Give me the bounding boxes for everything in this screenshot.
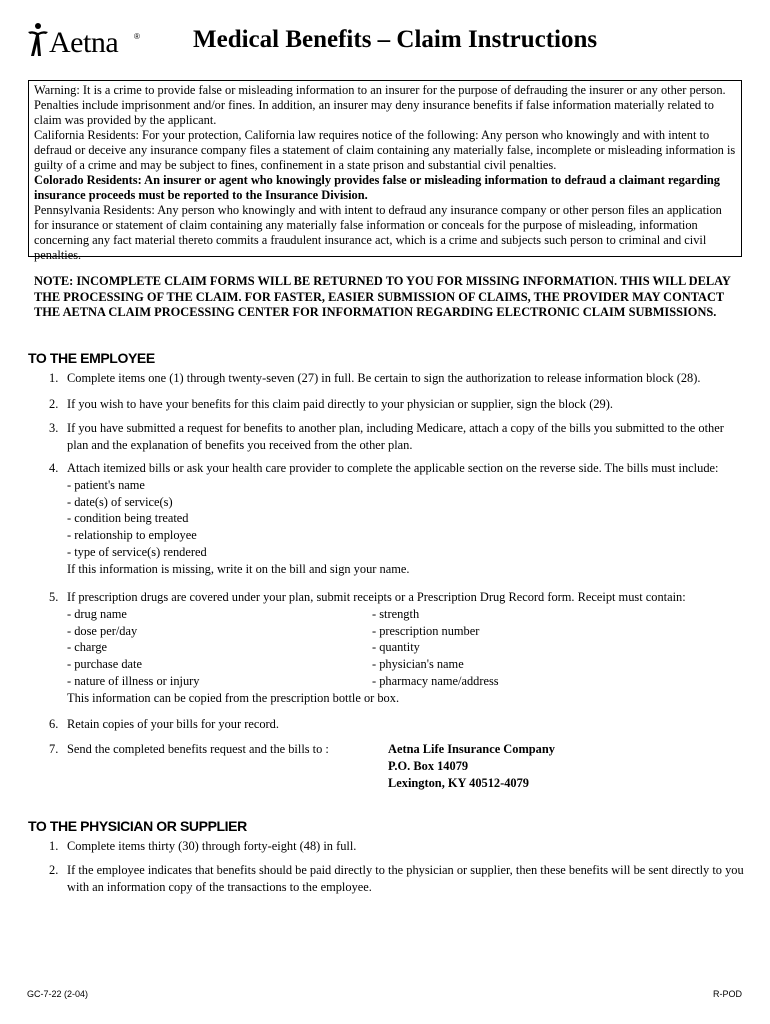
warning-colorado: Colorado Residents: An insurer or agent who knowingly provides false or misleading information to defraud a claimant regarding insurance proceeds must be reported to the Insurance Division.: [34, 173, 720, 202]
list-item: - pharmacy name/address: [372, 673, 499, 688]
receipt-row: [67, 673, 745, 690]
warning-general: Warning: It is a crime to provide false or misleading information to an insurer for the purpose of defrauding the insurer or any other person. Penalties include imprisonment and/or fines. In addition, an insurer may deny insurance benefits if false information materially related to claim was provided by the applicant.: [34, 83, 726, 127]
receipt-row: [67, 623, 745, 640]
item-number: 6.: [49, 717, 59, 731]
employee-item-3: [49, 420, 745, 454]
list-item: - charge: [67, 640, 108, 655]
physician-item-1: [49, 838, 745, 855]
item-number: 3.: [49, 421, 59, 435]
item-text: Complete items thirty (30) through forty-eight (48) in full.: [67, 839, 357, 853]
form-id: GC-7-22 (2-04): [27, 989, 89, 999]
item-text: Retain copies of your bills for your record.: [67, 717, 279, 731]
item-text: If prescription drugs are covered under your plan, submit receipts or a Prescription Drug Record form. Receipt must contain:: [67, 590, 686, 604]
bill-requirements-list: [67, 477, 745, 561]
physician-section-heading: TO THE PHYSICIAN OR SUPPLIER: [28, 818, 247, 834]
item-closing-text: This information can be copied from the prescription bottle or box.: [67, 690, 400, 705]
list-item: - strength: [372, 606, 420, 621]
aetna-figure-icon: [27, 22, 49, 58]
item-number: 1.: [49, 371, 59, 385]
aetna-logo: [27, 20, 147, 64]
receipt-row: [67, 606, 745, 623]
item-closing-text: If this information is missing, write it on the bill and sign your name.: [67, 561, 410, 576]
mailing-address: [388, 741, 555, 791]
address-line: Aetna Life Insurance Company: [388, 742, 555, 756]
form-code: R-POD: [713, 989, 742, 999]
item-number: 4.: [49, 461, 59, 475]
list-item: - dose per/day: [67, 623, 138, 638]
list-item: - relationship to employee: [67, 528, 197, 543]
address-line: Lexington, KY 40512-4079: [388, 775, 530, 790]
list-item: - nature of illness or injury: [67, 673, 200, 688]
item-text: If the employee indicates that benefits should be paid directly to the physician or supplier, then these benefits will be sent directly to you with an information copy of the transactions to the employee.: [67, 863, 744, 894]
list-item: - type of service(s) rendered: [67, 544, 207, 559]
list-item: - quantity: [372, 640, 420, 655]
list-item: - condition being treated: [67, 511, 189, 526]
item-number: 1.: [49, 839, 59, 853]
item-text: Attach itemized bills or ask your health care provider to complete the applicable section on the reverse side. The bills must include:: [67, 461, 719, 475]
address-line: P.O. Box 14079: [388, 758, 469, 773]
employee-item-5: [49, 589, 745, 707]
warning-box: [28, 80, 742, 262]
item-text: If you have submitted a request for benefits to another plan, including Medicare, attach a copy of the bills you submitted to the other plan and the explanation of benefits you received from the other plan.: [67, 421, 724, 452]
employee-item-6: [49, 716, 745, 733]
employee-item-4: [49, 460, 745, 578]
list-item: - date(s) of service(s): [67, 494, 173, 509]
list-item: - patient's name: [67, 477, 145, 492]
employee-item-7: [49, 741, 745, 790]
receipt-row: [67, 639, 745, 656]
list-item: - drug name: [67, 606, 127, 621]
list-item: - purchase date: [67, 657, 142, 672]
logo-wordmark: Aetna: [49, 26, 119, 59]
warning-pennsylvania: Pennsylvania Residents: Any person who knowingly and with intent to defraud any insurance company or other person files an application for insurance or statement of claim containing any materially false information or conceals for the purpose of misleading, information concerning any fact material thereto commits a fraudulent insurance act, which is a crime and subjects such person to criminal and civil penalties.: [34, 203, 722, 262]
item-number: 2.: [49, 397, 59, 411]
item-text: Send the completed benefits request and the bills to :: [67, 742, 329, 756]
page-title: Medical Benefits – Claim Instructions: [193, 26, 598, 53]
list-item: - prescription number: [372, 623, 480, 638]
item-number: 2.: [49, 863, 59, 877]
item-number: 5.: [49, 590, 59, 604]
registered-mark: ®: [134, 32, 140, 41]
warning-california: California Residents: For your protection, California law requires notice of the following: Any person who knowingly and with intent to defraud or deceive any insurance company files a statement of claim containing any materially false, incomplete or misleading information is guilty of a crime and may be subject to fines, confinement in a state prison and substantial civil penalties.: [34, 128, 736, 172]
employee-item-1: [49, 370, 745, 387]
physician-item-2: [49, 862, 745, 896]
receipt-row: [67, 656, 745, 673]
list-item: - physician's name: [372, 657, 464, 672]
employee-section-heading: TO THE EMPLOYEE: [28, 350, 155, 366]
item-number: 7.: [49, 742, 59, 756]
employee-item-2: [49, 396, 745, 413]
incomplete-forms-note: NOTE: INCOMPLETE CLAIM FORMS WILL BE RETURNED TO YOU FOR MISSING INFORMATION. THIS WILL DELAY THE PROCESSING OF THE CLAIM. FOR FASTER, EASIER SUBMISSION OF CLAIMS, THE PROVIDER MAY CONTACT THE AETNA CLAIM PROCESSING CENTER FOR INFORMATION REGARDING ELECTRONIC CLAIM SUBMISSIONS.: [34, 274, 731, 319]
item-text: If you wish to have your benefits for this claim paid directly to your physician or supplier, sign the block (29).: [67, 397, 613, 411]
item-text: Complete items one (1) through twenty-seven (27) in full. Be certain to sign the authorization to release information block (28).: [67, 371, 701, 385]
